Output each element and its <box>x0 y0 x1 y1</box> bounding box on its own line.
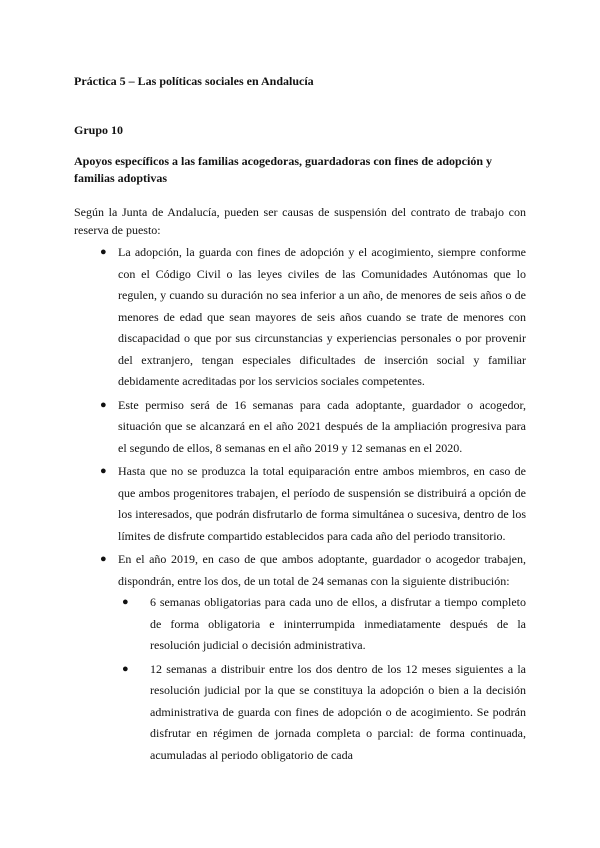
list-item-text: Hasta que no se produzca la total equiparación entre ambos miembros, en caso de que ambos progenitores trabajen, el período de suspensión se distribuirá a opción de los interesados, que podrán disfrutarlo de forma simultánea o sucesiva, dentro de los límites de disfrute compartido establecidos para cada año del periodo transitorio. <box>118 464 526 543</box>
intro-paragraph: Según la Junta de Andalucía, pueden ser causas de suspensión del contrato de trabajo con reserva de puesto: <box>74 205 526 237</box>
sub-bullet-list <box>118 592 526 766</box>
section-heading: Apoyos específicos a las familias acogedoras, guardadoras con fines de adopción y familias adoptivas <box>74 154 493 185</box>
list-item <box>74 549 526 766</box>
list-item <box>74 242 526 393</box>
sub-list-item-text: 6 semanas obligatorias para cada uno de ellos, a disfrutar a tiempo completo de forma obligatoria e ininterrumpida inmediatamente después de la resolución judicial o decisión administrativa. <box>150 595 526 652</box>
list-item-text: La adopción, la guarda con fines de adopción y el acogimiento, siempre conforme con el Código Civil o las leyes civiles de las Comunidades Autónomas que lo regulen, y cuando su duración no sea inferior a un año, de menores de seis años o de menores de edad que sean mayores de seis años cuando se trate de menores con discapacidad o que por sus circunstancias y experiencias personales o por provenir del extranjero, tengan especiales dificultades de inserción social y familiar debidamente acreditadas por los servicios sociales competentes. <box>118 245 526 388</box>
group-heading: Grupo 10 <box>74 123 124 137</box>
list-item-text: Este permiso será de 16 semanas para cada adoptante, guardador o acogedor, situación que se alcanzará en el año 2021 después de la ampliación progresiva para el segundo de ellos, 8 semanas en el año 2019 y 12 semanas en el 2020. <box>118 397 526 455</box>
sub-list-item <box>118 659 526 767</box>
sub-list-item <box>118 592 526 657</box>
bullet-list <box>74 242 526 768</box>
list-item <box>74 395 526 460</box>
bullet-icon: ● <box>100 465 107 477</box>
bullet-icon: ● <box>100 246 107 258</box>
bullet-icon: ● <box>100 398 107 411</box>
list-item-text: En el año 2019, en caso de que ambos adoptante, guardador o acogedor trabajen, dispondrán, entre los dos, de un total de 24 semanas con la siguiente distribución: <box>118 552 526 588</box>
bullet-icon: ● <box>100 553 107 565</box>
list-item <box>74 461 526 547</box>
bullet-icon: ● <box>122 596 129 608</box>
document-title: Práctica 5 – Las políticas sociales en Andalucía <box>74 74 314 88</box>
sub-list-item-text: 12 semanas a distribuir entre los dos dentro de los 12 meses siguientes a la resolución judicial por la que se constituya la adopción o bien a la decisión administrativa de guarda con fines de adopción o de acogimiento. Se podrán disfrutar en régimen de jornada completa o parcial: de forma continuada, acumuladas al periodo obligatorio de cada <box>150 661 526 762</box>
bullet-icon: ● <box>122 662 129 675</box>
